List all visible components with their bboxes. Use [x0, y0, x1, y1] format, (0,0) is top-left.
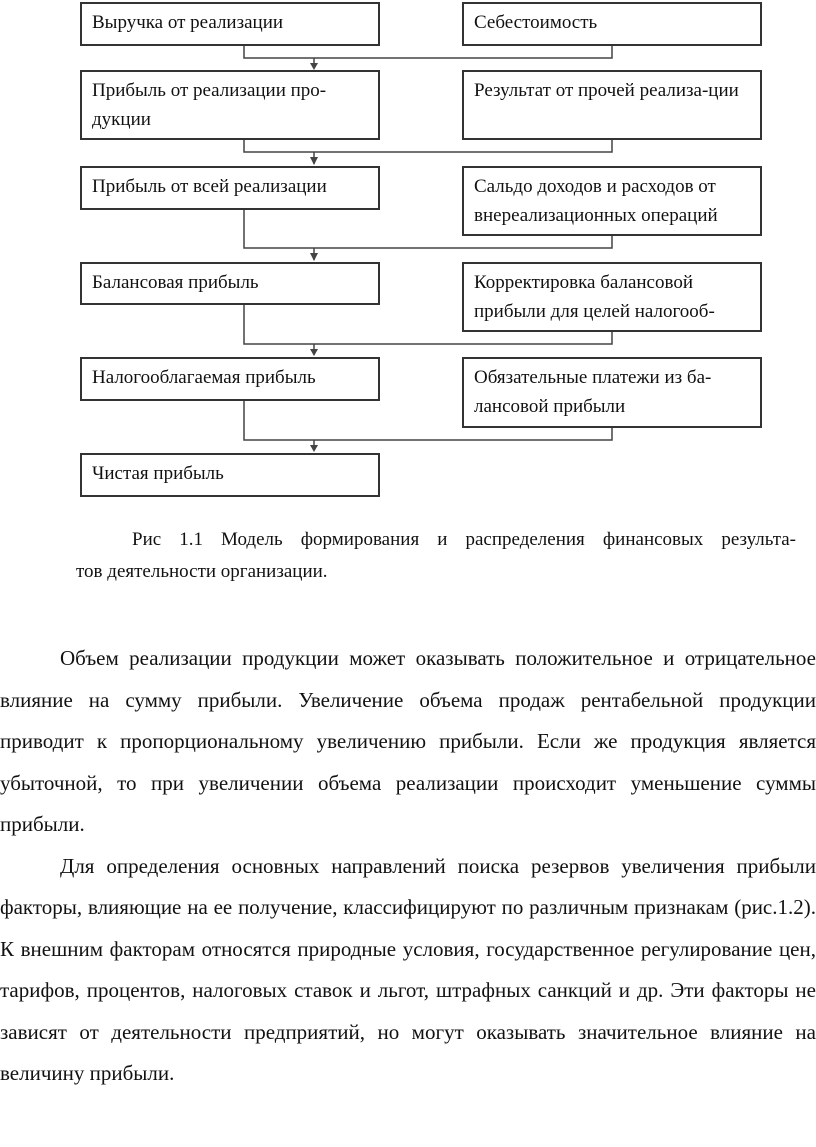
box-tax-adjustment: Корректировка балансовой прибыли для целей налогооб- — [462, 262, 762, 332]
box-revenue: Выручка от реализации — [80, 2, 380, 46]
box-taxable-profit: Налогооблагаемая прибыль — [80, 357, 380, 401]
box-total-sales-profit: Прибыль от всей реализации — [80, 166, 380, 210]
box-net-profit: Чистая прибыль — [80, 453, 380, 497]
caption-line-2: тов деятельности организации. — [76, 561, 328, 582]
box-mandatory-payments: Обязательные платежи из ба-лансовой прибыли — [462, 357, 762, 428]
paragraph-1: Объем реализации продукции может оказывать положительное и отрицательное влияние на сумму прибыли. Увеличение объема продаж рентабельной продукции приводит к пропорциональному увеличению прибыли. Если же продукция является убыточной, то при увеличении объема реализации происходит уменьшение суммы прибыли. — [0, 646, 816, 836]
connector-1 — [244, 46, 612, 58]
paragraph-2: Для определения основных направлений поиска резервов увеличения прибыли факторы, влияющие на ее получение, классифицируют по различным признакам (рис.1.2). К внешним факторам относятся природные условия, государственное регулирование цен, тарифов, процентов, налоговых ставок и льгот, штрафных санкций и др. Эти факторы не зависят от деятельности предприятий, но могут оказывать значительное влияние на величину прибыли. — [0, 853, 816, 1085]
connector-2 — [244, 140, 612, 152]
caption-line-1: Рис 1.1 Модель формирования и распределения финансовых результа- — [132, 529, 796, 550]
box-cost: Себестоимость — [462, 2, 762, 46]
flow-diagram — [0, 0, 816, 520]
box-balance-profit: Балансовая прибыль — [80, 262, 380, 305]
box-other-sales-result: Результат от прочей реализа-ции — [462, 70, 762, 140]
box-sales-profit: Прибыль от реализации про-дукции — [80, 70, 380, 140]
body-text — [0, 638, 816, 1095]
figure-caption — [76, 524, 796, 588]
box-non-operating-balance: Сальдо доходов и расходов от внереализационных операций — [462, 166, 762, 236]
